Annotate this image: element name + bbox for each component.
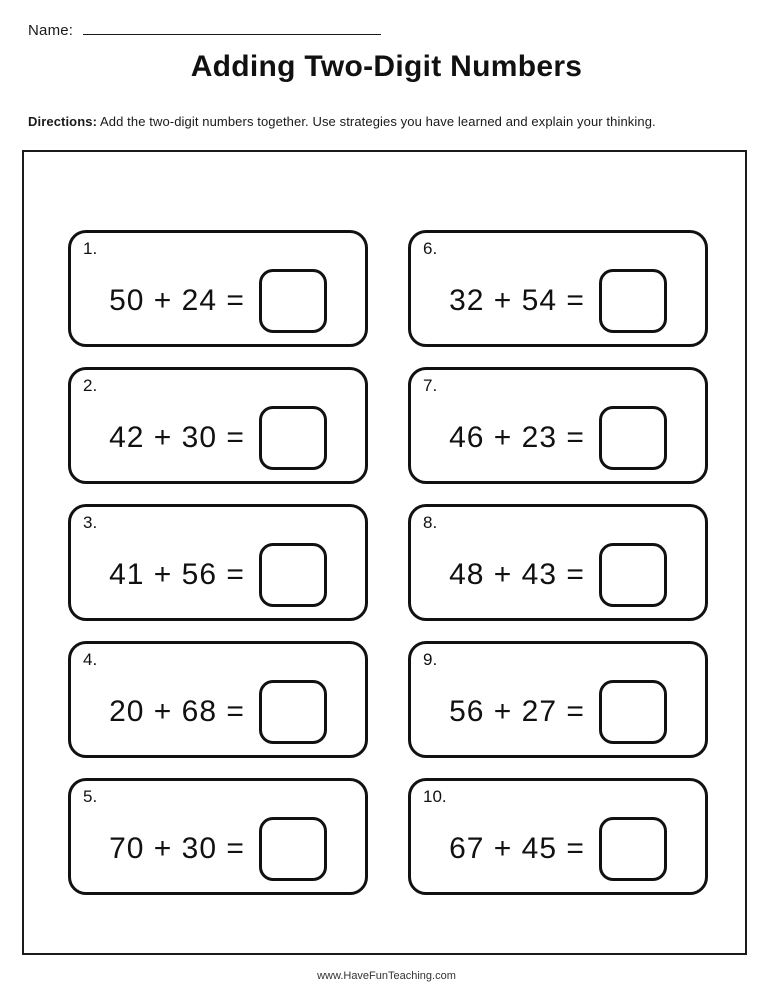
problem-card xyxy=(68,504,368,621)
problem-expression: 46 + 23 = xyxy=(449,421,585,454)
problem-expression: 70 + 30 = xyxy=(109,832,245,865)
problem-number: 10. xyxy=(423,787,447,806)
problem-number: 9. xyxy=(423,650,438,669)
problem-card xyxy=(408,641,708,758)
directions-text: Add the two-digit numbers together. Use strategies you have learned and explain your thinking. xyxy=(100,114,656,129)
problem-body xyxy=(411,265,705,337)
problem-number: 4. xyxy=(83,650,98,669)
problem-body xyxy=(411,539,705,611)
answer-box[interactable] xyxy=(259,680,327,744)
problem-body xyxy=(411,813,705,885)
problem-expression: 42 + 30 = xyxy=(109,421,245,454)
answer-box[interactable] xyxy=(259,406,327,470)
problem-number: 6. xyxy=(423,239,438,258)
page-title: Adding Two-Digit Numbers xyxy=(190,50,583,83)
problem-card xyxy=(68,367,368,484)
problem-expression: 48 + 43 = xyxy=(449,558,585,591)
problem-number: 5. xyxy=(83,787,98,806)
problem-number: 3. xyxy=(83,513,98,532)
problem-expression: 56 + 27 = xyxy=(449,695,585,728)
problem-card xyxy=(68,230,368,347)
problem-body xyxy=(411,402,705,474)
answer-box[interactable] xyxy=(259,817,327,881)
problem-body xyxy=(71,539,365,611)
problem-body xyxy=(411,676,705,748)
problem-number: 1. xyxy=(83,239,98,258)
problem-body xyxy=(71,813,365,885)
problem-card xyxy=(408,504,708,621)
problem-expression: 41 + 56 = xyxy=(109,558,245,591)
problem-card xyxy=(408,230,708,347)
problem-card xyxy=(68,641,368,758)
problem-body xyxy=(71,402,365,474)
answer-box[interactable] xyxy=(259,543,327,607)
problem-card xyxy=(408,778,708,895)
answer-box[interactable] xyxy=(599,543,667,607)
problem-expression: 32 + 54 = xyxy=(449,284,585,317)
name-field-row xyxy=(28,22,381,39)
problem-number: 8. xyxy=(423,513,438,532)
answer-box[interactable] xyxy=(599,817,667,881)
problem-body xyxy=(71,265,365,337)
problem-body xyxy=(71,676,365,748)
answer-box[interactable] xyxy=(599,406,667,470)
footer-url: www.HaveFunTeaching.com xyxy=(317,970,456,982)
worksheet-frame xyxy=(22,150,747,955)
answer-box[interactable] xyxy=(599,680,667,744)
problem-card xyxy=(408,367,708,484)
name-label: Name: xyxy=(28,22,74,39)
directions-prefix: Directions: xyxy=(28,114,98,129)
directions xyxy=(28,114,656,129)
problem-number: 2. xyxy=(83,376,98,395)
problem-expression: 20 + 68 = xyxy=(109,695,245,728)
problem-grid xyxy=(68,230,708,895)
answer-box[interactable] xyxy=(259,269,327,333)
answer-box[interactable] xyxy=(599,269,667,333)
problem-expression: 67 + 45 = xyxy=(449,832,585,865)
problem-number: 7. xyxy=(423,376,438,395)
problem-card xyxy=(68,778,368,895)
problem-expression: 50 + 24 = xyxy=(109,284,245,317)
name-write-line[interactable] xyxy=(83,34,381,35)
